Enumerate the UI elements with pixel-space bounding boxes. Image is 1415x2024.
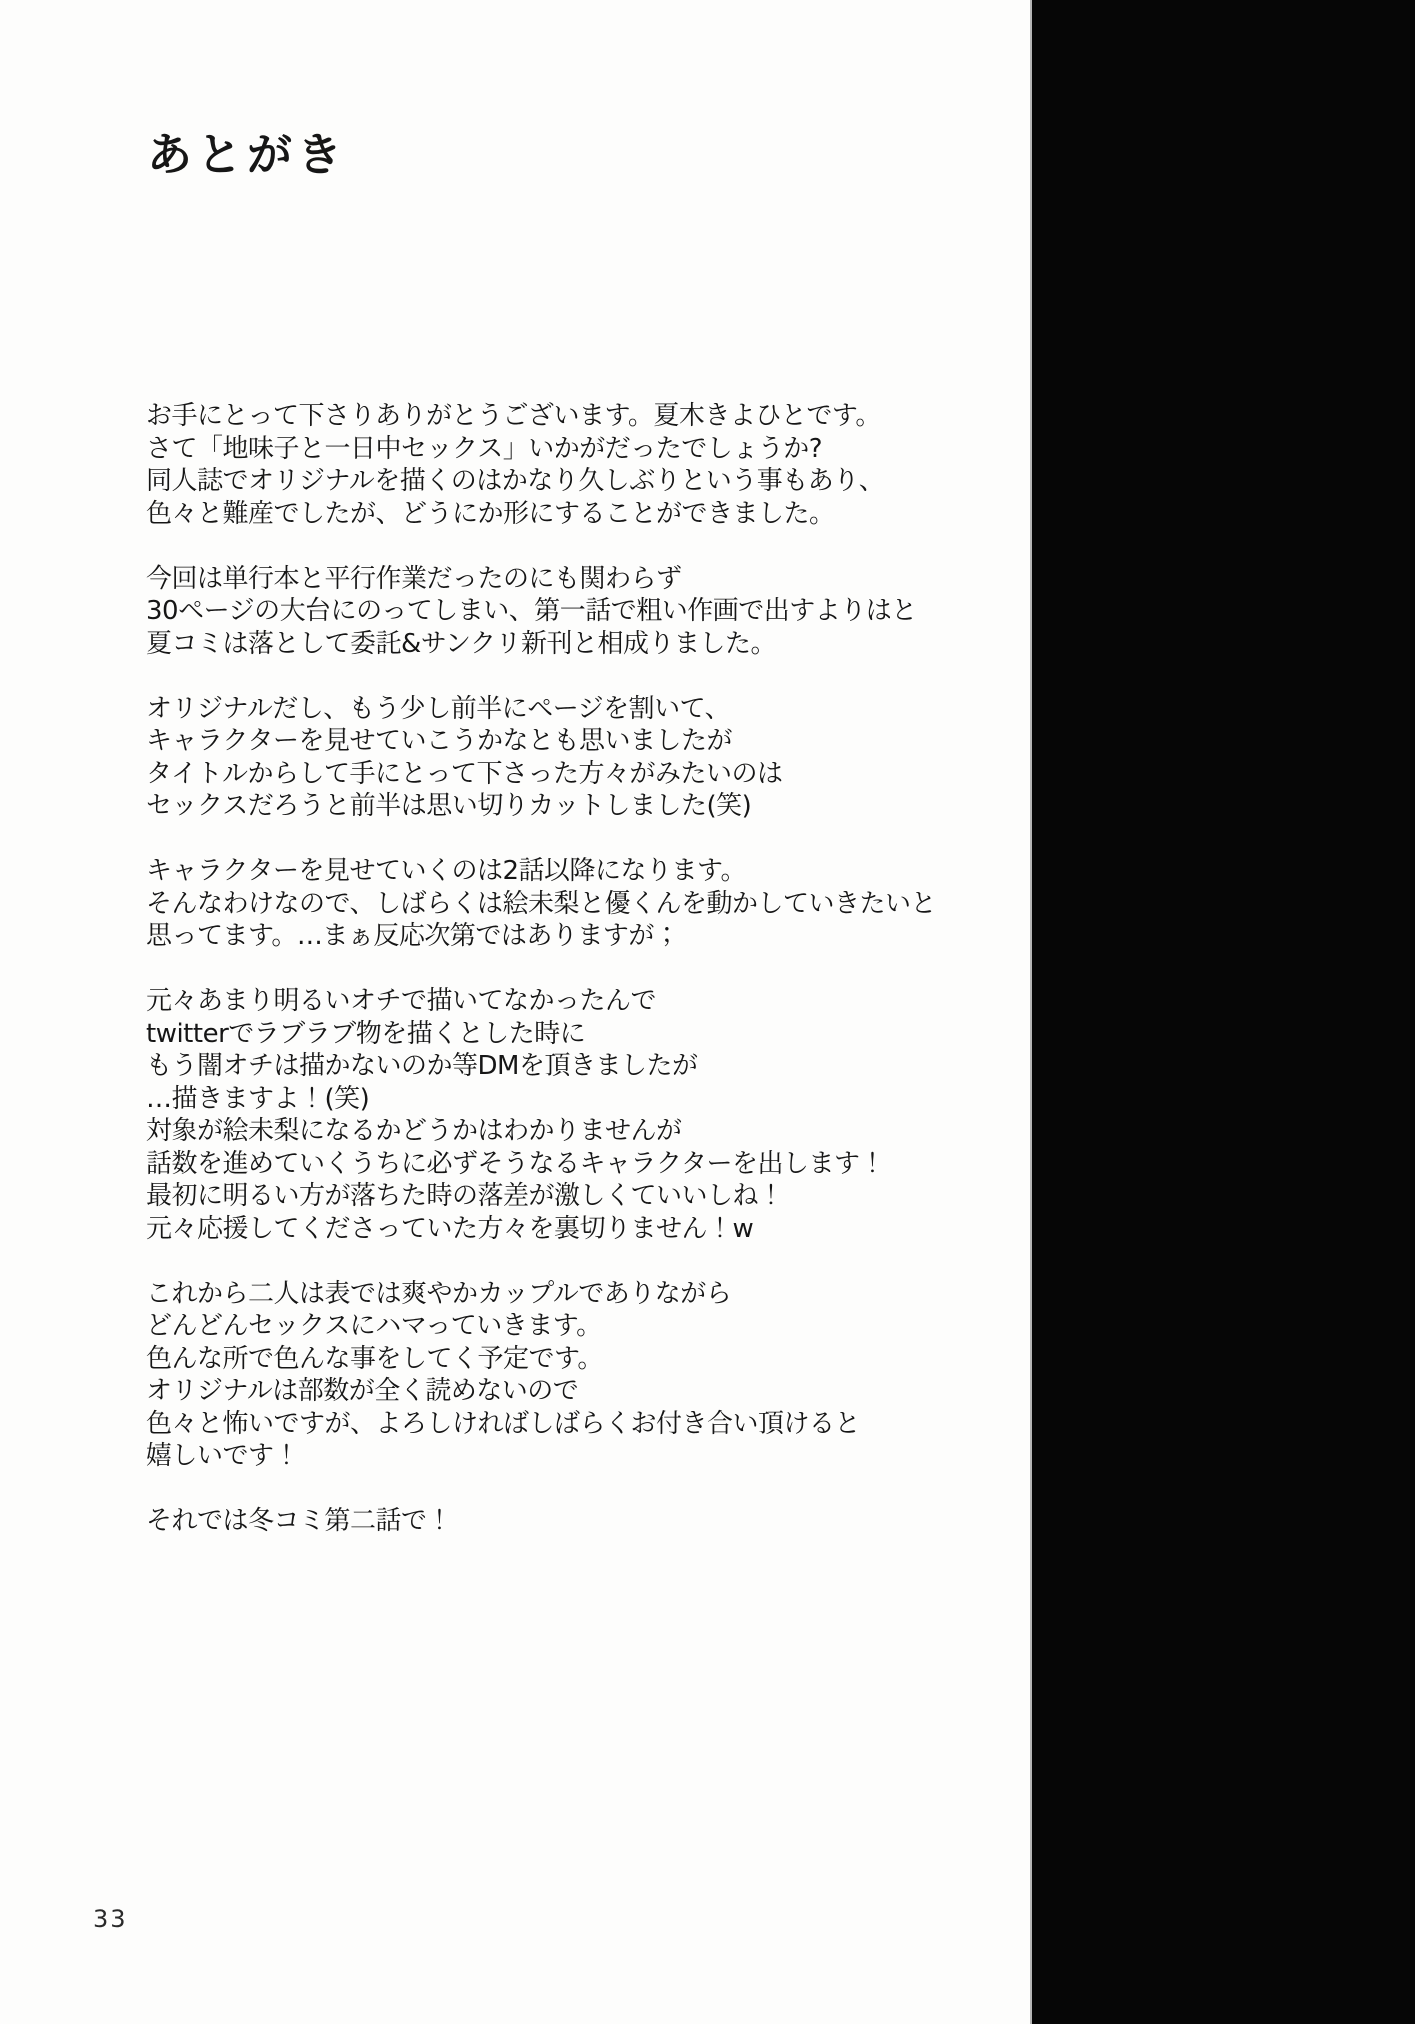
paragraph [146, 563, 1026, 661]
text-line: 同人誌でオリジナルを描くのはかなり久しぶりという事もあり、 [146, 466, 885, 496]
text-line: オリジナルだし、もう少し前半にページを割いて、 [146, 693, 731, 724]
text-line: さて「地味子と一日中セックス」いかがだったでしょうか? [146, 433, 823, 464]
text-line: キャラクターを見せていくのは2話以降になります。 [146, 856, 746, 886]
text-line: オリジナルは部数が全く読めないので [146, 1376, 579, 1406]
text-line: どんどんセックスにハマっていきます。 [146, 1311, 602, 1341]
paragraph [146, 985, 1026, 1245]
text-line: お手にとって下さりありがとうございます。夏木きよひとです。 [146, 401, 881, 431]
page-title: あとがき [147, 128, 348, 181]
text-line: それでは冬コミ第二話で！ [146, 1506, 453, 1536]
text-line: 話数を進めていくうちに必ずそうなるキャラクターを出します！ [146, 1148, 885, 1179]
paragraph [146, 400, 1026, 530]
text-line: 嬉しいです！ [146, 1441, 300, 1471]
text-line: 色々と難産でしたが、どうにか形にすることができました。 [146, 498, 835, 529]
text-line: 元々応援してくださっていた方々を裏切りません！w [146, 1213, 754, 1244]
afterword-body [146, 400, 1026, 1570]
text-line: キャラクターを見せていこうかなとも思いましたが [146, 726, 732, 756]
text-line: 色んな所で色んな事をしてく予定です。 [146, 1343, 603, 1374]
text-line: 夏コミは落として委託&サンクリ新刊と相成りました。 [146, 628, 776, 659]
text-line: 元々あまり明るいオチで描いてなかったんで [146, 986, 657, 1016]
text-line: 最初に明るい方が落ちた時の落差が激しくていいしね！ [146, 1181, 784, 1211]
text-line: そんなわけなので、しばらくは絵未梨と優くんを動かしていきたいと [146, 888, 936, 919]
paragraph [146, 1505, 1026, 1538]
text-line: 色々と怖いですが、よろしければしばらくお付き合い頂けると [146, 1408, 861, 1439]
text-line: twitterでラブラブ物を描くとした時に [146, 1018, 586, 1049]
paragraph [146, 1278, 1026, 1473]
text-line: …描きますよ！(笑) [146, 1083, 370, 1114]
text-line: もう闇オチは描かないのか等DMを頂きましたが [146, 1051, 698, 1081]
text-line: 30ページの大台にのってしまい、第一話で粗い作画で出すよりはと [146, 596, 917, 626]
text-line: 対象が絵未梨になるかどうかはわかりませんが [146, 1116, 682, 1146]
text-line: タイトルからして手にとって下さった方々がみたいのは [146, 758, 783, 789]
text-line: セックスだろうと前半は思い切りカットしました(笑) [146, 791, 752, 821]
paragraph [146, 693, 1026, 823]
paragraph [146, 855, 1026, 953]
text-line: 思ってます。…まぁ反応次第ではありますが； [146, 921, 680, 951]
text-line: 今回は単行本と平行作業だったのにも関わらず [146, 563, 682, 594]
page-gutter-black-bar [1030, 0, 1415, 2024]
page-number: 33 [93, 1905, 128, 1933]
text-line: これから二人は表では爽やかカップルでありながら [146, 1278, 732, 1309]
